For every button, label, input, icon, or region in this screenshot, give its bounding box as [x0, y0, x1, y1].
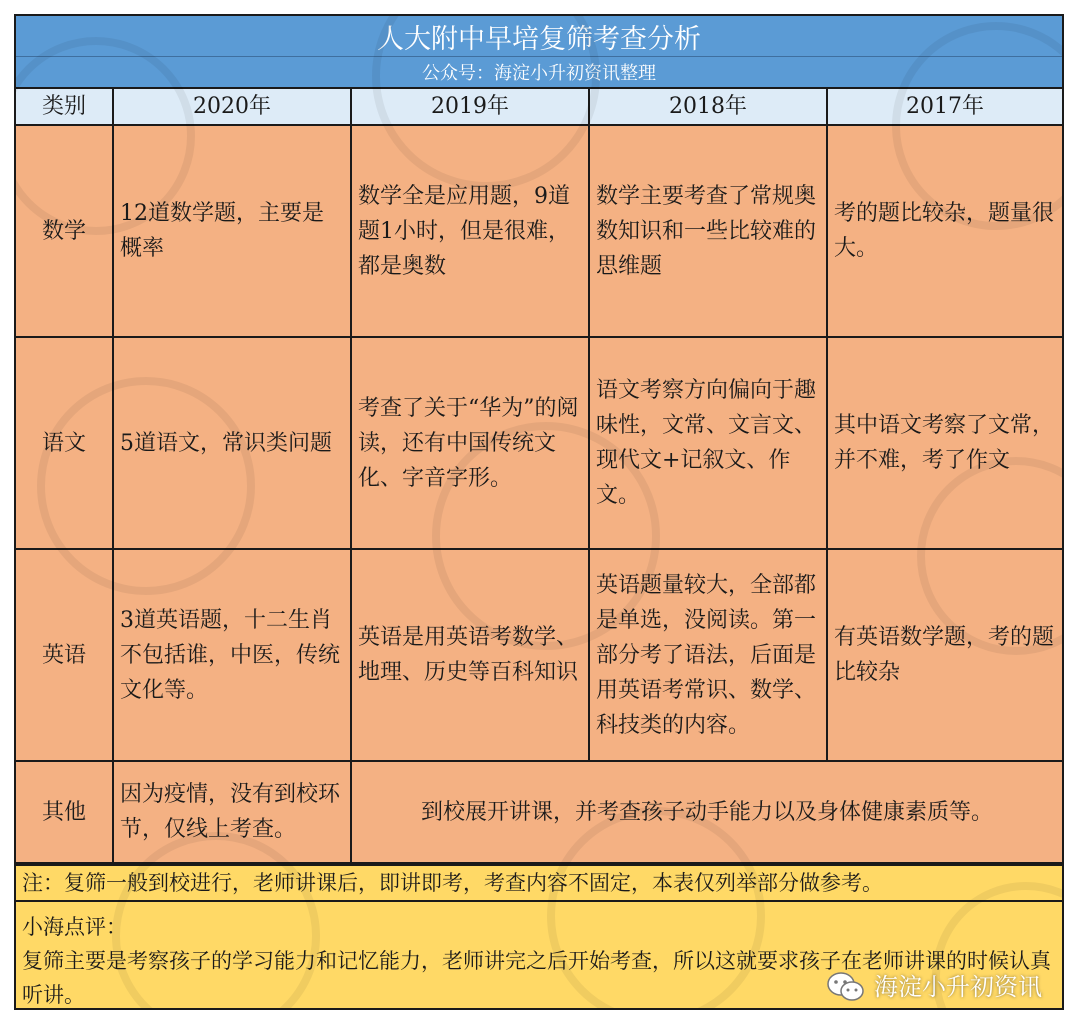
watermark-brand: [826, 970, 1042, 1004]
cell-math-2019: 数学全是应用题，9道题1小时，但是很难，都是奥数: [351, 125, 589, 337]
comment-heading: 小海点评：: [22, 915, 127, 939]
analysis-table: [16, 89, 1062, 864]
cell-other-merged: 到校展开讲课，并考查孩子动手能力以及身体健康素质等。: [351, 761, 1062, 863]
category-other: 其他: [16, 761, 113, 863]
category-math: 数学: [16, 125, 113, 337]
cell-chinese-2019: 考查了关于“华为”的阅读，还有中国传统文化、字音字形。: [351, 337, 589, 549]
table-row-english: [16, 549, 1062, 761]
cell-math-2020: 12道数学题，主要是概率: [113, 125, 351, 337]
cell-english-2019: 英语是用英语考数学、地理、历史等百科知识: [351, 549, 589, 761]
cell-chinese-2020: 5道语文，常识类问题: [113, 337, 351, 549]
category-english: 英语: [16, 549, 113, 761]
comment-box: [16, 902, 1062, 1010]
cell-chinese-2017: 其中语文考察了文常，并不难，考了作文: [827, 337, 1062, 549]
analysis-table-frame: [14, 14, 1064, 1010]
wechat-icon: [826, 970, 866, 1004]
header-2020: 2020年: [113, 89, 351, 125]
watermark-text: 海淀小升初资讯: [874, 973, 1042, 1001]
page-title: 人大附中早培复筛考查分析: [16, 16, 1062, 57]
header-2018: 2018年: [589, 89, 827, 125]
cell-math-2018: 数学主要考查了常规奥数知识和一些比较难的思维题: [589, 125, 827, 337]
cell-english-2020: 3道英语题，十二生肖不包括谁，中医，传统文化等。: [113, 549, 351, 761]
page-subtitle: 公众号：海淀小升初资讯整理: [16, 57, 1062, 89]
cell-chinese-2018: 语文考察方向偏向于趣味性，文常、文言文、现代文+记叙文、作文。: [589, 337, 827, 549]
cell-english-2017: 有英语数学题，考的题比较杂: [827, 549, 1062, 761]
category-chinese: 语文: [16, 337, 113, 549]
cell-other-2020: 因为疫情，没有到校环节，仅线上考查。: [113, 761, 351, 863]
table-row-math: [16, 125, 1062, 337]
table-header-row: [16, 89, 1062, 125]
header-2017: 2017年: [827, 89, 1062, 125]
header-category: 类别: [16, 89, 113, 125]
cell-math-2017: 考的题比较杂，题量很大。: [827, 125, 1062, 337]
cell-english-2018: 英语题量较大，全部都是单选，没阅读。第一部分考了语法，后面是用英语考常识、数学、科技类的内容。: [589, 549, 827, 761]
comment-text: 复筛主要是考察孩子的学习能力和记忆能力，老师讲完之后开始考查，所以这就要求孩子在老师讲课的时候认真听讲。: [22, 949, 1051, 1007]
footnote: 注：复筛一般到校进行，老师讲课后，即讲即考，考查内容不固定，本表仅列举部分做参考。: [16, 864, 1062, 902]
table-row-chinese: [16, 337, 1062, 549]
table-row-other: [16, 761, 1062, 863]
header-2019: 2019年: [351, 89, 589, 125]
